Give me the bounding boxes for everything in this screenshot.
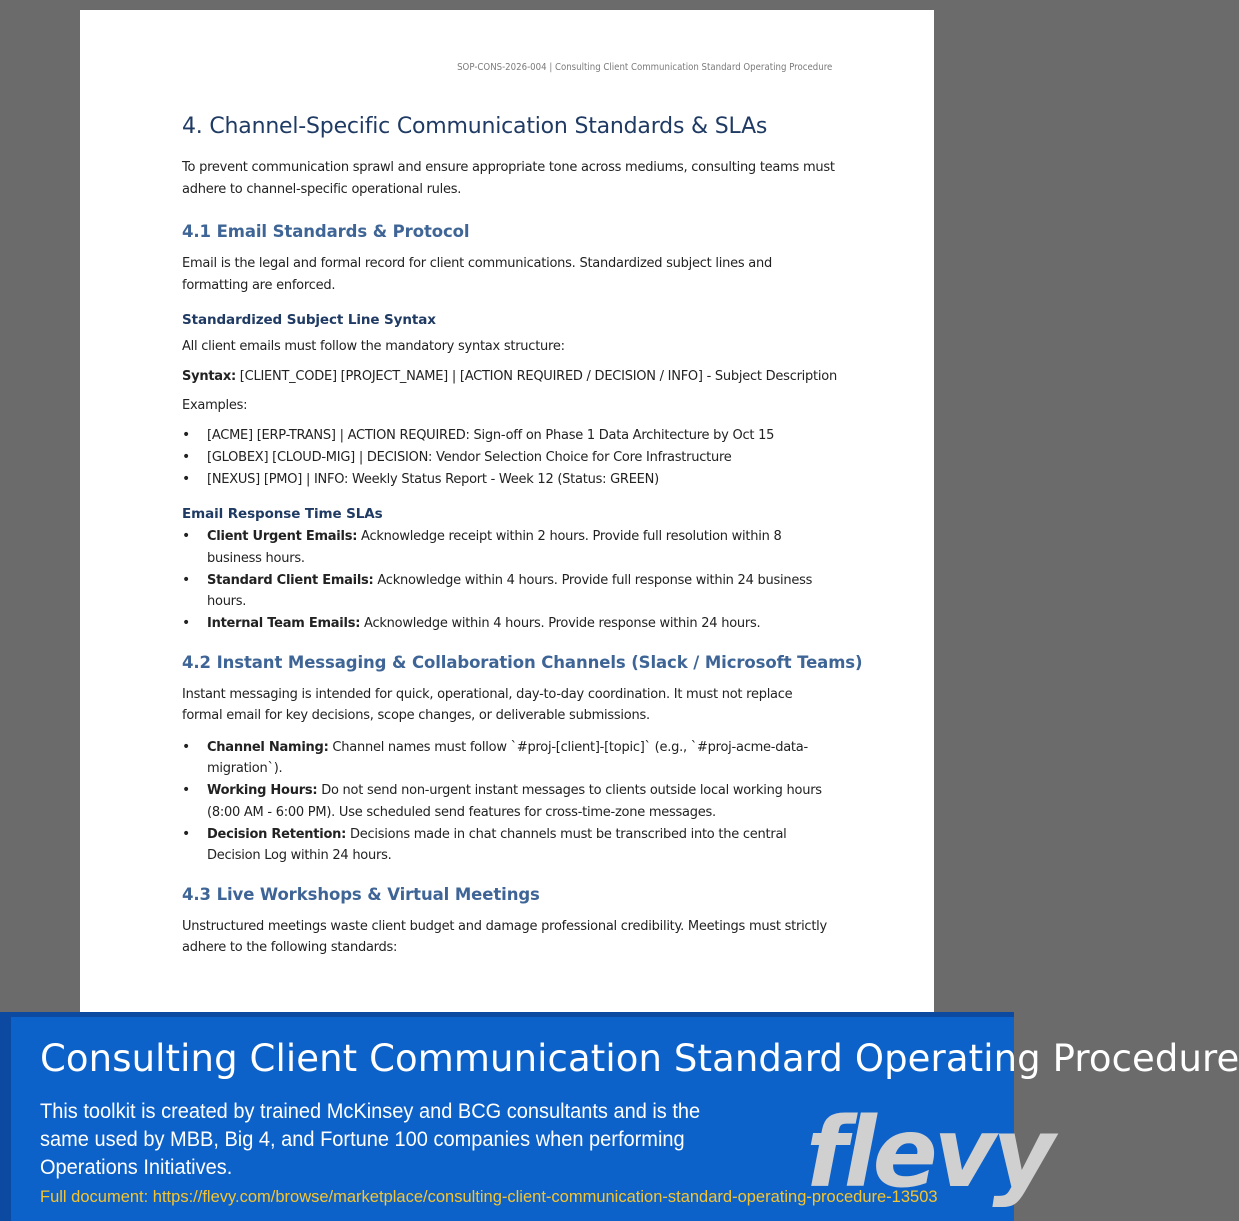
subsection-title-4-2: 4.2 Instant Messaging & Collaboration Channels (Slack / Microsoft Teams) (182, 652, 863, 672)
promo-banner-panel (11, 1017, 1239, 1221)
document-content (182, 114, 863, 969)
sla-label: Client Urgent Emails: (207, 529, 358, 544)
syntax-line (182, 366, 836, 388)
section-title: 4. Channel-Specific Communication Standards & SLAs (182, 114, 768, 139)
list-item (182, 613, 836, 635)
subsection-title-4-3: 4.3 Live Workshops & Virtual Meetings (182, 884, 540, 904)
list-item (182, 526, 836, 569)
banner-title: Consulting Client Communication Standard Operating Procedure (40, 1037, 1239, 1080)
subsection-intro-4-3: Unstructured meetings waste client budget and damage professional credibility. Meetings must strictly adhere to the following standards: (182, 918, 827, 955)
rule-text: Channel names must follow `#proj-[client]-[topic]` (e.g., `#proj-acme-data-migration`). (207, 739, 808, 776)
subject-syntax-intro: All client emails must follow the mandatory syntax structure: (182, 339, 565, 354)
document-page (80, 10, 934, 1012)
rule-label: Working Hours: (207, 783, 318, 798)
list-item (182, 737, 836, 780)
rule-label: Channel Naming: (207, 739, 329, 755)
syntax-value: [CLIENT_CODE] [PROJECT_NAME] | [ACTION REQUIRED / DECISION / INFO] - Subject Description (235, 368, 837, 384)
document-header-reference: SOP-CONS-2026-004 | Consulting Client Communication Standard Operating Procedure (456, 62, 832, 73)
list-item (182, 780, 836, 823)
banner-description: This toolkit is created by trained McKinsey and BCG consultants and is the same used by MBB, Big 4, and Fortune 100 companies when performing Operations Initiatives. (40, 1099, 701, 1179)
list-item: • [NEXUS] [PMO] | INFO: Weekly Status Report - Week 12 (Status: GREEN) (182, 469, 836, 491)
list-item: • [GLOBEX] [CLOUD-MIG] | DECISION: Vendor Selection Choice for Core Infrastructure (182, 447, 836, 469)
sla-text: Acknowledge receipt within 2 hours. Provide full resolution within 8 business hours. (207, 529, 782, 566)
sla-heading: Email Response Time SLAs (182, 506, 383, 522)
rule-text: Do not send non-urgent instant messages to clients outside local working hours (8:00 AM - 6:00 PM). Use scheduled send features for cross-time-zone messages. (207, 783, 822, 820)
sla-list (182, 526, 836, 635)
sla-label: Standard Client Emails: (207, 572, 374, 588)
list-item: • [ACME] [ERP-TRANS] | ACTION REQUIRED: Sign-off on Phase 1 Data Architecture by Oct 15 (182, 425, 836, 447)
subsection-title-4-1: 4.1 Email Standards & Protocol (182, 222, 470, 241)
examples-label: Examples: (182, 398, 248, 413)
rule-label: Decision Retention: (207, 826, 347, 842)
flevy-logo: flevy (806, 1097, 1051, 1209)
examples-list (182, 425, 836, 491)
rule-text: Decisions made in chat channels must be transcribed into the central Decision Log within 24 hours. (207, 826, 787, 863)
subsection-intro-4-1: Email is the legal and formal record for client communications. Standardized subject lines and formatting are enforced. (182, 256, 772, 293)
promo-banner (0, 1012, 1239, 1221)
subject-syntax-heading: Standardized Subject Line Syntax (182, 312, 436, 328)
full-document-link[interactable]: Full document: https://flevy.com/browse/marketplace/consulting-client-communication-standard-operating-procedure-13503 (40, 1188, 938, 1206)
list-item (182, 824, 836, 867)
subsection-intro-4-2: Instant messaging is intended for quick, operational, day-to-day coordination. It must not replace formal email for key decisions, scope changes, or deliverable submissions. (182, 686, 793, 723)
im-rules-list (182, 737, 836, 867)
list-item (182, 570, 836, 613)
section-intro: To prevent communication sprawl and ensure appropriate tone across mediums, consulting teams must adhere to channel-specific operational rules. (182, 160, 835, 197)
syntax-label: Syntax: (182, 368, 236, 384)
sla-label: Internal Team Emails: (207, 616, 361, 631)
sla-text: Acknowledge within 4 hours. Provide response within 24 hours. (360, 616, 761, 631)
sla-text: Acknowledge within 4 hours. Provide full response within 24 business hours. (207, 572, 813, 609)
